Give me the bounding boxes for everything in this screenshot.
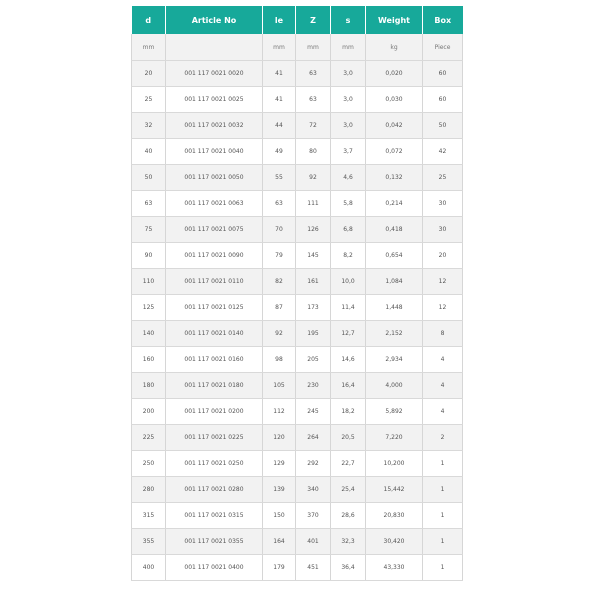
cell-weight: 0,654: [366, 243, 423, 269]
unit-d: mm: [132, 34, 166, 61]
cell-d: 315: [132, 503, 166, 529]
cell-d: 180: [132, 373, 166, 399]
cell-box: 12: [423, 269, 463, 295]
cell-d: 140: [132, 321, 166, 347]
cell-s: 3,7: [331, 139, 366, 165]
header-box: Box: [423, 6, 463, 34]
cell-d: 20: [132, 61, 166, 87]
cell-article-no: 001 117 0021 0280: [166, 477, 263, 503]
cell-box: 4: [423, 373, 463, 399]
cell-d: 25: [132, 87, 166, 113]
cell-z: 63: [296, 87, 331, 113]
table-row: [132, 113, 463, 139]
cell-weight: 15,442: [366, 477, 423, 503]
cell-box: 12: [423, 295, 463, 321]
cell-box: 1: [423, 503, 463, 529]
cell-article-no: 001 117 0021 0355: [166, 529, 263, 555]
unit-article-no: [166, 34, 263, 61]
cell-le: 49: [263, 139, 296, 165]
cell-box: 4: [423, 399, 463, 425]
cell-weight: 0,072: [366, 139, 423, 165]
cell-z: 63: [296, 61, 331, 87]
cell-weight: 0,418: [366, 217, 423, 243]
unit-weight: kg: [366, 34, 423, 61]
cell-box: 60: [423, 61, 463, 87]
cell-le: 87: [263, 295, 296, 321]
table-row: [132, 477, 463, 503]
cell-article-no: 001 117 0021 0032: [166, 113, 263, 139]
cell-d: 400: [132, 555, 166, 581]
cell-d: 355: [132, 529, 166, 555]
cell-le: 55: [263, 165, 296, 191]
cell-article-no: 001 117 0021 0200: [166, 399, 263, 425]
cell-weight: 20,830: [366, 503, 423, 529]
cell-s: 18,2: [331, 399, 366, 425]
cell-d: 125: [132, 295, 166, 321]
cell-le: 112: [263, 399, 296, 425]
cell-z: 145: [296, 243, 331, 269]
cell-s: 28,6: [331, 503, 366, 529]
cell-s: 11,4: [331, 295, 366, 321]
cell-le: 139: [263, 477, 296, 503]
unit-s: mm: [331, 34, 366, 61]
cell-box: 1: [423, 451, 463, 477]
cell-weight: 0,214: [366, 191, 423, 217]
cell-z: 126: [296, 217, 331, 243]
header-row: [132, 6, 463, 34]
cell-box: 60: [423, 87, 463, 113]
cell-d: 160: [132, 347, 166, 373]
table-row: [132, 61, 463, 87]
cell-box: 42: [423, 139, 463, 165]
cell-d: 250: [132, 451, 166, 477]
table-row: [132, 529, 463, 555]
table-row: [132, 321, 463, 347]
cell-weight: 10,200: [366, 451, 423, 477]
cell-weight: 0,042: [366, 113, 423, 139]
cell-d: 63: [132, 191, 166, 217]
cell-article-no: 001 117 0021 0110: [166, 269, 263, 295]
cell-d: 225: [132, 425, 166, 451]
cell-weight: 43,330: [366, 555, 423, 581]
cell-z: 451: [296, 555, 331, 581]
cell-s: 16,4: [331, 373, 366, 399]
cell-d: 50: [132, 165, 166, 191]
cell-s: 10,0: [331, 269, 366, 295]
cell-weight: 2,152: [366, 321, 423, 347]
cell-d: 200: [132, 399, 166, 425]
cell-article-no: 001 117 0021 0090: [166, 243, 263, 269]
cell-box: 4: [423, 347, 463, 373]
cell-d: 32: [132, 113, 166, 139]
cell-s: 36,4: [331, 555, 366, 581]
cell-le: 41: [263, 61, 296, 87]
cell-weight: 1,448: [366, 295, 423, 321]
table-row: [132, 243, 463, 269]
cell-s: 22,7: [331, 451, 366, 477]
cell-z: 92: [296, 165, 331, 191]
cell-box: 30: [423, 217, 463, 243]
header-weight: Weight: [366, 6, 423, 34]
cell-box: 1: [423, 555, 463, 581]
header-s: s: [331, 6, 366, 34]
header-d: d: [132, 6, 166, 34]
cell-z: 340: [296, 477, 331, 503]
cell-weight: 0,030: [366, 87, 423, 113]
unit-z: mm: [296, 34, 331, 61]
product-table: [131, 6, 463, 581]
cell-le: 63: [263, 191, 296, 217]
table-row: [132, 373, 463, 399]
cell-le: 41: [263, 87, 296, 113]
cell-z: 80: [296, 139, 331, 165]
cell-weight: 7,220: [366, 425, 423, 451]
cell-box: 50: [423, 113, 463, 139]
cell-le: 129: [263, 451, 296, 477]
cell-article-no: 001 117 0021 0160: [166, 347, 263, 373]
cell-s: 3,0: [331, 61, 366, 87]
table-row: [132, 269, 463, 295]
cell-d: 110: [132, 269, 166, 295]
table-row: [132, 347, 463, 373]
cell-article-no: 001 117 0021 0140: [166, 321, 263, 347]
cell-z: 370: [296, 503, 331, 529]
cell-le: 44: [263, 113, 296, 139]
cell-d: 90: [132, 243, 166, 269]
cell-le: 92: [263, 321, 296, 347]
table-row: [132, 399, 463, 425]
cell-article-no: 001 117 0021 0180: [166, 373, 263, 399]
cell-z: 195: [296, 321, 331, 347]
cell-le: 82: [263, 269, 296, 295]
header-z: Z: [296, 6, 331, 34]
cell-box: 8: [423, 321, 463, 347]
cell-le: 179: [263, 555, 296, 581]
cell-weight: 0,132: [366, 165, 423, 191]
cell-weight: 2,934: [366, 347, 423, 373]
cell-article-no: 001 117 0021 0040: [166, 139, 263, 165]
cell-article-no: 001 117 0021 0020: [166, 61, 263, 87]
cell-z: 173: [296, 295, 331, 321]
cell-s: 20,5: [331, 425, 366, 451]
cell-weight: 30,420: [366, 529, 423, 555]
cell-z: 205: [296, 347, 331, 373]
cell-s: 4,6: [331, 165, 366, 191]
cell-z: 401: [296, 529, 331, 555]
cell-s: 3,0: [331, 87, 366, 113]
cell-z: 72: [296, 113, 331, 139]
cell-le: 105: [263, 373, 296, 399]
table-row: [132, 217, 463, 243]
cell-article-no: 001 117 0021 0225: [166, 425, 263, 451]
cell-le: 70: [263, 217, 296, 243]
cell-article-no: 001 117 0021 0125: [166, 295, 263, 321]
table-body: [132, 34, 463, 581]
cell-s: 32,3: [331, 529, 366, 555]
cell-article-no: 001 117 0021 0315: [166, 503, 263, 529]
cell-weight: 1,084: [366, 269, 423, 295]
unit-le: mm: [263, 34, 296, 61]
cell-z: 161: [296, 269, 331, 295]
table-row: [132, 295, 463, 321]
cell-z: 245: [296, 399, 331, 425]
cell-article-no: 001 117 0021 0063: [166, 191, 263, 217]
cell-d: 280: [132, 477, 166, 503]
cell-article-no: 001 117 0021 0250: [166, 451, 263, 477]
cell-weight: 4,000: [366, 373, 423, 399]
cell-weight: 5,892: [366, 399, 423, 425]
cell-z: 111: [296, 191, 331, 217]
table-row: [132, 555, 463, 581]
cell-article-no: 001 117 0021 0050: [166, 165, 263, 191]
table-row: [132, 139, 463, 165]
cell-z: 292: [296, 451, 331, 477]
table-row: [132, 165, 463, 191]
cell-box: 25: [423, 165, 463, 191]
header-le: le: [263, 6, 296, 34]
cell-s: 8,2: [331, 243, 366, 269]
cell-box: 1: [423, 529, 463, 555]
table-header: [132, 6, 463, 34]
cell-le: 79: [263, 243, 296, 269]
cell-weight: 0,020: [366, 61, 423, 87]
header-article-no: Article No: [166, 6, 263, 34]
unit-box: Piece: [423, 34, 463, 61]
cell-article-no: 001 117 0021 0025: [166, 87, 263, 113]
cell-le: 150: [263, 503, 296, 529]
product-table-container: [131, 6, 462, 581]
cell-le: 98: [263, 347, 296, 373]
cell-le: 164: [263, 529, 296, 555]
table-row: [132, 191, 463, 217]
table-row: [132, 87, 463, 113]
table-row: [132, 503, 463, 529]
table-row: [132, 451, 463, 477]
cell-z: 264: [296, 425, 331, 451]
cell-le: 120: [263, 425, 296, 451]
cell-article-no: 001 117 0021 0075: [166, 217, 263, 243]
cell-box: 20: [423, 243, 463, 269]
cell-s: 12,7: [331, 321, 366, 347]
units-row: [132, 34, 463, 61]
cell-s: 3,0: [331, 113, 366, 139]
cell-z: 230: [296, 373, 331, 399]
cell-s: 14,6: [331, 347, 366, 373]
cell-d: 75: [132, 217, 166, 243]
cell-box: 2: [423, 425, 463, 451]
cell-article-no: 001 117 0021 0400: [166, 555, 263, 581]
cell-s: 25,4: [331, 477, 366, 503]
cell-box: 1: [423, 477, 463, 503]
cell-box: 30: [423, 191, 463, 217]
table-row: [132, 425, 463, 451]
cell-d: 40: [132, 139, 166, 165]
cell-s: 5,8: [331, 191, 366, 217]
cell-s: 6,8: [331, 217, 366, 243]
